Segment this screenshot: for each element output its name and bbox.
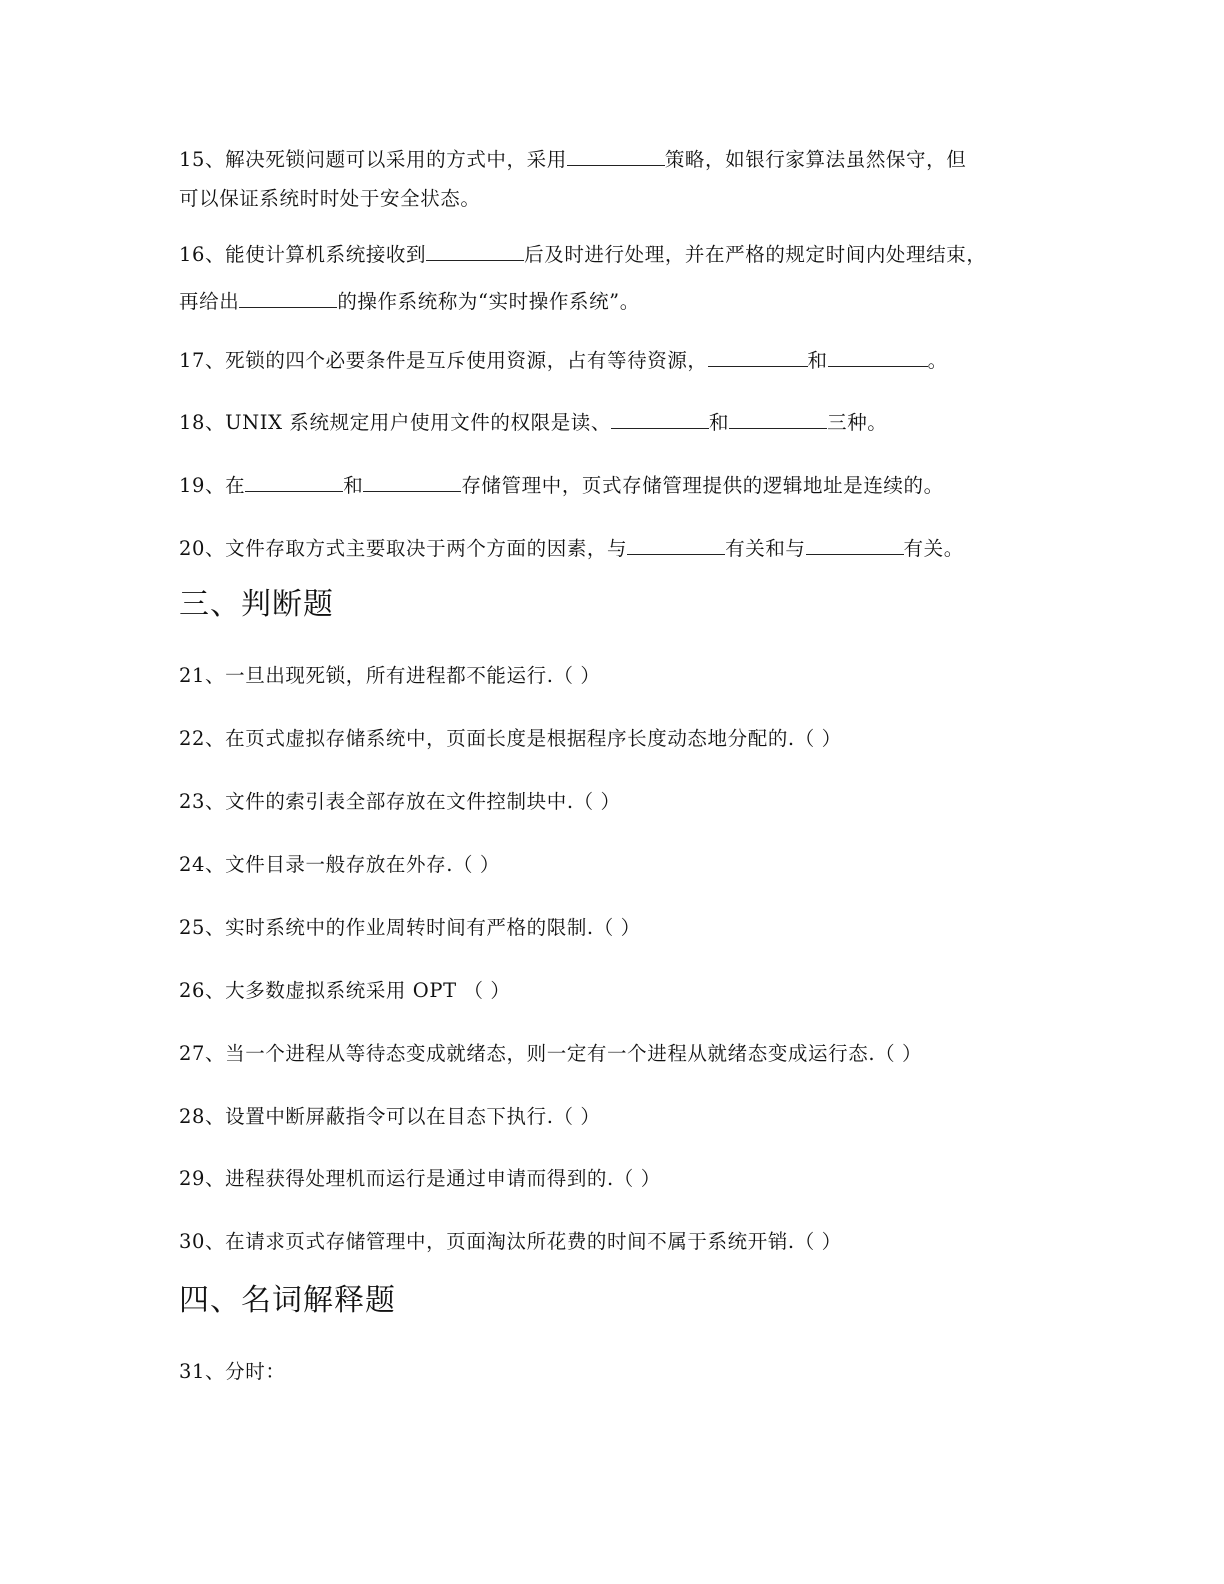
answer-blank[interactable]	[627, 534, 725, 555]
answer-blank[interactable]	[245, 471, 343, 492]
section-3-heading: 三、判断题	[179, 587, 334, 622]
judgment-item-26: 26、大多数虚拟系统采用 OPT （ ）	[179, 979, 511, 1002]
term-item-31: 31、分时：	[179, 1360, 286, 1383]
question-16-line-2	[179, 287, 640, 315]
question-15-text-b: 策略，如银行家算法虽然保守，但	[664, 148, 967, 171]
question-20-text-c: 有关。	[903, 537, 964, 560]
question-20	[179, 534, 964, 562]
judgment-item-30: 30、在请求页式存储管理中，页面淘汰所花费的时间不属于系统开销.（ ）	[179, 1230, 842, 1253]
question-19-text-b: 和	[343, 474, 364, 497]
answer-blank[interactable]	[611, 408, 709, 429]
question-18-text-b: 和	[709, 411, 730, 434]
question-15-text-c: 可以保证系统时时处于安全状态。	[179, 187, 481, 210]
judgment-item-22: 22、在页式虚拟存储系统中，页面长度是根据程序长度动态地分配的.（ ）	[179, 727, 842, 750]
answer-blank[interactable]	[363, 471, 461, 492]
question-16-line-1	[179, 240, 986, 268]
question-15-line-1	[179, 145, 966, 173]
judgment-item-28: 28、设置中断屏蔽指令可以在目态下执行.（ ）	[179, 1105, 601, 1128]
answer-blank[interactable]	[239, 287, 337, 308]
answer-blank[interactable]	[567, 145, 665, 166]
question-16-text-d: 的操作系统称为“实时操作系统”。	[337, 290, 640, 313]
question-16-text-a: 16、能使计算机系统接收到	[179, 243, 427, 266]
question-15-line-2	[179, 186, 481, 212]
answer-blank[interactable]	[828, 346, 928, 367]
question-19	[179, 471, 944, 499]
question-16-text-b: 后及时进行处理，并在严格的规定时间内处理结束，	[524, 243, 987, 266]
question-19-text-c: 存储管理中，页式存储管理提供的逻辑地址是连续的。	[461, 474, 944, 497]
question-20-text-b: 有关和与	[725, 537, 806, 560]
question-19-text-a: 19、在	[179, 474, 246, 497]
answer-blank[interactable]	[426, 240, 524, 261]
judgment-item-27: 27、当一个进程从等待态变成就绪态，则一定有一个进程从就绪态变成运行态.（ ）	[179, 1042, 923, 1065]
answer-blank[interactable]	[729, 408, 827, 429]
answer-blank[interactable]	[806, 534, 904, 555]
question-18	[179, 408, 887, 436]
judgment-item-23: 23、文件的索引表全部存放在文件控制块中.（ ）	[179, 790, 621, 813]
question-16-text-c: 再给出	[179, 290, 240, 313]
question-17-text-a: 17、死锁的四个必要条件是互斥使用资源，占有等待资源，	[179, 349, 708, 372]
answer-blank[interactable]	[708, 346, 808, 367]
judgment-item-25: 25、实时系统中的作业周转时间有严格的限制.（ ）	[179, 916, 641, 939]
question-17-text-c: 。	[927, 349, 948, 372]
judgment-item-24: 24、文件目录一般存放在外存.（ ）	[179, 853, 501, 876]
question-17-text-b: 和	[807, 349, 828, 372]
judgment-item-29: 29、进程获得处理机而运行是通过申请而得到的.（ ）	[179, 1167, 661, 1190]
judgment-item-21: 21、一旦出现死锁，所有进程都不能运行.（ ）	[179, 664, 601, 687]
question-15-text-a: 15、解决死锁问题可以采用的方式中，采用	[179, 148, 567, 171]
question-18-text-a: 18、UNIX 系统规定用户使用文件的权限是读、	[179, 411, 611, 434]
question-18-text-c: 三种。	[827, 411, 888, 434]
question-20-text-a: 20、文件存取方式主要取决于两个方面的因素，与	[179, 537, 628, 560]
question-17	[179, 346, 948, 374]
section-4-heading: 四、名词解释题	[179, 1283, 396, 1318]
